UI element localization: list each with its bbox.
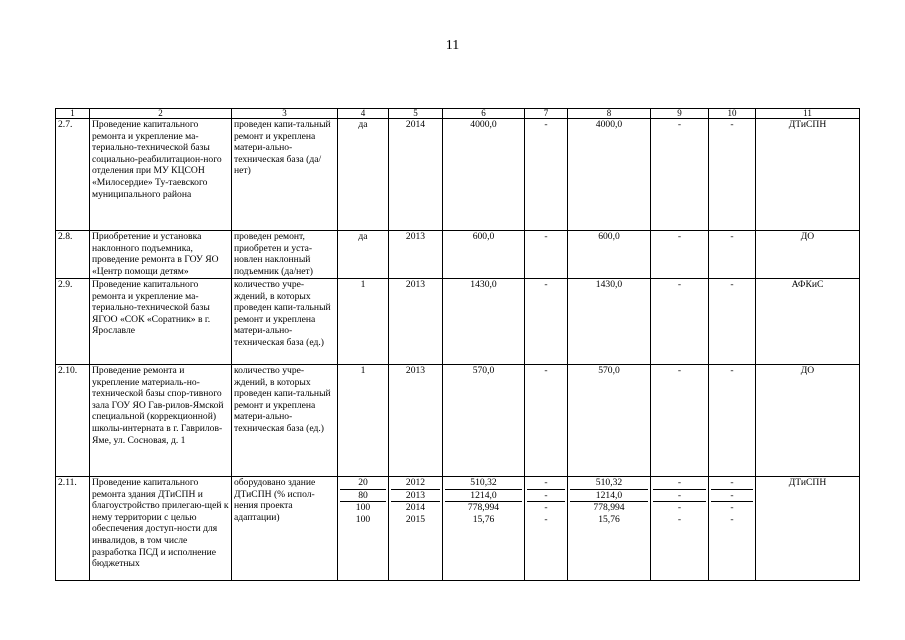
value-cell: - — [525, 119, 568, 231]
year-cell: 2015 — [405, 513, 426, 525]
year-cell: 2013 — [389, 279, 443, 365]
value-cell: - — [525, 365, 568, 477]
value-cell: - — [709, 279, 756, 365]
header-cell: 11 — [756, 109, 860, 119]
header-cell: 6 — [443, 109, 525, 119]
value-cell: 1214,0 — [445, 490, 522, 503]
table-row — [56, 477, 860, 581]
value-cell: - — [730, 502, 734, 514]
header-cell: 1 — [56, 109, 90, 119]
stacked-cell — [709, 477, 756, 581]
year-cell: 2014 — [405, 502, 426, 514]
table-row — [56, 279, 860, 365]
value-cell: - — [525, 231, 568, 279]
value-cell: - — [653, 477, 706, 490]
value-cell: - — [677, 502, 682, 514]
value-cell: 778,994 — [467, 502, 500, 514]
value-cell: 778,994 — [593, 502, 625, 514]
stacked-cell — [651, 477, 709, 581]
value-cell: 570,0 — [568, 365, 651, 477]
measure-name: Проведение капитального ремонта и укрепление ма-териально-технической базы социально-реабилитацион-ного отделения при МУ КЦСОН «Милосердие» Ту-таевского муниципального района — [90, 119, 232, 231]
measure-name: Проведение капитального ремонта и укрепление ма-териально-технической базы ЯГОО «СОК «Соратник» в г. Ярославле — [90, 279, 232, 365]
value-cell: - — [525, 279, 568, 365]
value-cell: - — [730, 513, 734, 525]
executor-cell: ДТиСПН — [756, 119, 860, 231]
value-cell: - — [651, 231, 709, 279]
header-cell: 10 — [709, 109, 756, 119]
indicator: количество учре-ждений, в которых проведен капи-тальный ремонт и укреплена матери-ально-техническая база (ед.) — [232, 279, 338, 365]
stacked-cell — [338, 477, 389, 581]
indicator: количество учре-ждений, в которых проведен капи-тальный ремонт и укреплена матери-ально-техническая база (ед.) — [232, 365, 338, 477]
value-cell: - — [544, 513, 548, 525]
value-cell: 1 — [338, 365, 389, 477]
stacked-cell — [389, 477, 443, 581]
value-cell: - — [653, 490, 706, 503]
row-number: 2.8. — [56, 231, 90, 279]
value-cell: 510,32 — [445, 477, 522, 490]
stacked-cell — [568, 477, 651, 581]
header-cell: 3 — [232, 109, 338, 119]
row-number: 2.7. — [56, 119, 90, 231]
executor-cell: ДТиСПН — [756, 477, 860, 581]
measure-name: Проведение капитального ремонта здания ДТиСПН и благоустройство прилегаю-щей к нему территории с целью обеспечения доступ-ности для инвалидов, в том числе разработка ПСД и исполнение бюджетных — [90, 477, 232, 581]
year-cell: 2013 — [389, 231, 443, 279]
value-cell: 1430,0 — [443, 279, 525, 365]
value-cell: - — [544, 502, 548, 514]
value-cell: - — [711, 490, 753, 503]
row-number: 2.10. — [56, 365, 90, 477]
value-cell: - — [709, 365, 756, 477]
value-cell: - — [677, 513, 682, 525]
value-cell: - — [709, 119, 756, 231]
table-row — [56, 119, 860, 231]
value-cell: 1430,0 — [568, 279, 651, 365]
row-number: 2.9. — [56, 279, 90, 365]
row-number: 2.11. — [56, 477, 90, 581]
stacked-cell — [525, 477, 568, 581]
year-cell: 2013 — [389, 365, 443, 477]
table-row — [56, 365, 860, 477]
value-cell: - — [651, 365, 709, 477]
value-cell: 100 — [355, 502, 371, 514]
executor-cell: ДО — [756, 365, 860, 477]
header-cell: 7 — [525, 109, 568, 119]
year-cell: 2013 — [391, 490, 440, 503]
header-cell: 9 — [651, 109, 709, 119]
table-row — [56, 231, 860, 279]
value-cell: 80 — [340, 490, 386, 503]
value-cell: 510,32 — [570, 477, 648, 490]
indicator: проведен ремонт, приобретен и уста-новлен наклонный подъемник (да/нет) — [232, 231, 338, 279]
measure-name: Проведение ремонта и укрепление материаль-но-технической базы спор-тивного зала ГОУ ЯО Гав-рилов-Ямской специальной (коррекционной) школы-интерната в г. Гаврилов-Яме, ул. Сосновая, д. 1 — [90, 365, 232, 477]
value-cell: да — [338, 231, 389, 279]
indicator: проведен капи-тальный ремонт и укреплена матери-ально-техническая база (да/нет) — [232, 119, 338, 231]
stacked-cell — [443, 477, 525, 581]
value-cell: 570,0 — [443, 365, 525, 477]
value-cell: - — [651, 119, 709, 231]
program-table — [55, 108, 860, 581]
value-cell: - — [651, 279, 709, 365]
value-cell: - — [709, 231, 756, 279]
value-cell: - — [527, 477, 565, 490]
indicator: оборудовано здание ДТиСПН (% испол-нения проекта адаптации) — [232, 477, 338, 581]
header-cell: 4 — [338, 109, 389, 119]
value-cell: 600,0 — [568, 231, 651, 279]
measure-name: Приобретение и установка наклонного подъемника, проведение ремонта в ГОУ ЯО «Центр помощи детям» — [90, 231, 232, 279]
value-cell: 4000,0 — [568, 119, 651, 231]
executor-cell: ДО — [756, 231, 860, 279]
value-cell: 1 — [338, 279, 389, 365]
header-cell: 8 — [568, 109, 651, 119]
value-cell: 15,76 — [472, 513, 495, 525]
header-cell: 5 — [389, 109, 443, 119]
value-cell: 4000,0 — [443, 119, 525, 231]
value-cell: - — [711, 477, 753, 490]
year-cell: 2012 — [391, 477, 440, 490]
value-cell: 600,0 — [443, 231, 525, 279]
year-cell: 2014 — [389, 119, 443, 231]
value-cell: - — [527, 490, 565, 503]
value-cell: 1214,0 — [570, 490, 648, 503]
header-row — [56, 109, 860, 119]
value-cell: 20 — [340, 477, 386, 490]
executor-cell: АФКиС — [756, 279, 860, 365]
value-cell: 15,76 — [598, 513, 620, 525]
value-cell: да — [338, 119, 389, 231]
value-cell: 100 — [355, 513, 371, 525]
page-number: 11 — [445, 38, 460, 53]
header-cell: 2 — [90, 109, 232, 119]
